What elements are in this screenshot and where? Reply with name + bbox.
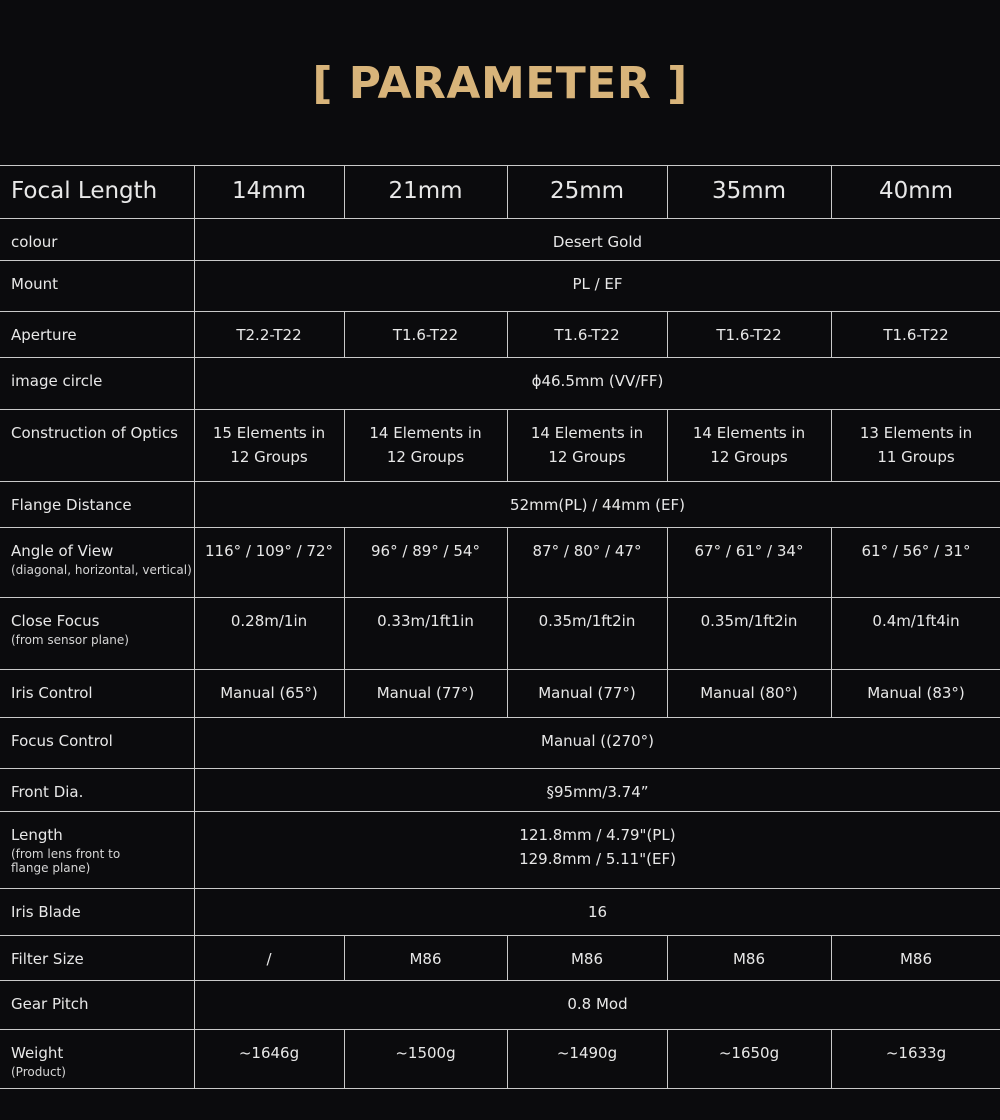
optics-40mm xyxy=(831,410,1000,482)
weight-25mm: ~1490g xyxy=(507,1030,667,1089)
aperture-25mm: T1.6-T22 xyxy=(507,312,667,358)
weight-14mm: ~1646g xyxy=(194,1030,344,1089)
optics-14mm-elements: 15 Elements in xyxy=(212,424,326,442)
focal-14mm: 14mm xyxy=(194,166,344,219)
angle-35mm: 67° / 61° / 34° xyxy=(667,528,831,598)
table-row-close-focus xyxy=(0,598,1000,670)
row-label-flange-distance: Flange Distance xyxy=(0,482,194,528)
focus-control-value: Manual ((270°) xyxy=(194,718,1000,769)
row-label-gear-pitch: Gear Pitch xyxy=(0,981,194,1030)
aperture-35mm: T1.6-T22 xyxy=(667,312,831,358)
table-row-flange-distance xyxy=(0,482,1000,528)
focal-35mm: 35mm xyxy=(667,166,831,219)
row-label-colour: colour xyxy=(0,219,194,261)
row-label-focus-control: Focus Control xyxy=(0,718,194,769)
row-label-filter-size: Filter Size xyxy=(0,936,194,981)
gear-pitch-value: 0.8 Mod xyxy=(194,981,1000,1030)
row-label-front-dia: Front Dia. xyxy=(0,769,194,812)
iris-control-40mm: Manual (83°) xyxy=(831,670,1000,718)
iris-control-35mm: Manual (80°) xyxy=(667,670,831,718)
length-label: Length xyxy=(11,826,63,844)
page-title: [ PARAMETER ] xyxy=(312,58,688,109)
row-label-close-focus xyxy=(0,598,194,670)
angle-of-view-label: Angle of View xyxy=(11,542,114,560)
length-value xyxy=(194,812,1000,889)
weight-21mm: ~1500g xyxy=(344,1030,507,1089)
focal-40mm: 40mm xyxy=(831,166,1000,219)
optics-14mm-groups: 12 Groups xyxy=(230,448,308,466)
optics-40mm-elements: 13 Elements in xyxy=(859,424,973,442)
close-focus-40mm: 0.4m/1ft4in xyxy=(831,598,1000,670)
optics-35mm-groups: 12 Groups xyxy=(710,448,788,466)
aperture-14mm: T2.2-T22 xyxy=(194,312,344,358)
close-focus-35mm: 0.35m/1ft2in xyxy=(667,598,831,670)
row-label-angle-of-view xyxy=(0,528,194,598)
image-circle-value: ϕ46.5mm (VV/FF) xyxy=(194,358,1000,410)
optics-35mm-elements: 14 Elements in xyxy=(692,424,806,442)
angle-25mm: 87° / 80° / 47° xyxy=(507,528,667,598)
focal-21mm: 21mm xyxy=(344,166,507,219)
filter-size-25mm: M86 xyxy=(507,936,667,981)
row-label-iris-blade: Iris Blade xyxy=(0,889,194,936)
optics-25mm xyxy=(507,410,667,482)
length-sublabel-2: flange plane) xyxy=(11,861,91,875)
optics-14mm xyxy=(194,410,344,482)
optics-25mm-groups: 12 Groups xyxy=(548,448,626,466)
parameter-table xyxy=(0,165,1000,1089)
optics-40mm-groups: 11 Groups xyxy=(877,448,955,466)
table-row-focus-control xyxy=(0,718,1000,769)
row-label-iris-control: Iris Control xyxy=(0,670,194,718)
weight-40mm: ~1633g xyxy=(831,1030,1000,1089)
aperture-21mm: T1.6-T22 xyxy=(344,312,507,358)
mount-value: PL / EF xyxy=(194,261,1000,312)
iris-control-25mm: Manual (77°) xyxy=(507,670,667,718)
angle-14mm: 116° / 109° / 72° xyxy=(194,528,344,598)
weight-35mm: ~1650g xyxy=(667,1030,831,1089)
table-row-filter-size xyxy=(0,936,1000,981)
filter-size-14mm: / xyxy=(194,936,344,981)
filter-size-21mm: M86 xyxy=(344,936,507,981)
table-row-aperture xyxy=(0,312,1000,358)
row-label-weight xyxy=(0,1030,194,1089)
table-row-focal-length xyxy=(0,166,1000,219)
weight-label: Weight xyxy=(11,1044,64,1062)
length-value-ef: 129.8mm / 5.11"(EF) xyxy=(519,850,676,868)
optics-35mm xyxy=(667,410,831,482)
table-row-iris-control xyxy=(0,670,1000,718)
filter-size-40mm: M86 xyxy=(831,936,1000,981)
table-row-front-dia xyxy=(0,769,1000,812)
angle-of-view-sublabel: (diagonal, horizontal, vertical) xyxy=(11,563,192,577)
iris-blade-value: 16 xyxy=(194,889,1000,936)
optics-21mm-groups: 12 Groups xyxy=(386,448,465,466)
table-row-optics xyxy=(0,410,1000,482)
aperture-40mm: T1.6-T22 xyxy=(831,312,1000,358)
close-focus-label: Close Focus xyxy=(11,612,100,630)
close-focus-sublabel: (from sensor plane) xyxy=(11,633,129,647)
optics-21mm-elements: 14 Elements in xyxy=(369,424,482,442)
length-sublabel-1: (from lens front to xyxy=(11,847,121,861)
close-focus-14mm: 0.28m/1in xyxy=(194,598,344,670)
weight-sublabel: (Product) xyxy=(11,1065,66,1079)
focal-25mm: 25mm xyxy=(507,166,667,219)
close-focus-21mm: 0.33m/1ft1in xyxy=(344,598,507,670)
close-focus-25mm: 0.35m/1ft2in xyxy=(507,598,667,670)
iris-control-14mm: Manual (65°) xyxy=(194,670,344,718)
table-row-colour xyxy=(0,219,1000,261)
row-label-focal-length: Focal Length xyxy=(0,166,194,219)
angle-21mm: 96° / 89° / 54° xyxy=(344,528,507,598)
length-value-pl: 121.8mm / 4.79"(PL) xyxy=(519,826,676,844)
row-label-length xyxy=(0,812,194,889)
table-row-gear-pitch xyxy=(0,981,1000,1030)
angle-40mm: 61° / 56° / 31° xyxy=(831,528,1000,598)
optics-21mm xyxy=(344,410,507,482)
table-row-angle-of-view xyxy=(0,528,1000,598)
table-row-mount xyxy=(0,261,1000,312)
table-row-image-circle xyxy=(0,358,1000,410)
table-row-iris-blade xyxy=(0,889,1000,936)
iris-control-21mm: Manual (77°) xyxy=(344,670,507,718)
optics-25mm-elements: 14 Elements in xyxy=(530,424,644,442)
table-row-weight xyxy=(0,1030,1000,1089)
filter-size-35mm: M86 xyxy=(667,936,831,981)
row-label-optics: Construction of Optics xyxy=(0,410,194,482)
row-label-mount: Mount xyxy=(0,261,194,312)
colour-value: Desert Gold xyxy=(194,219,1000,261)
front-dia-value: §95mm/3.74” xyxy=(194,769,1000,812)
row-label-aperture: Aperture xyxy=(0,312,194,358)
flange-distance-value: 52mm(PL) / 44mm (EF) xyxy=(194,482,1000,528)
table-row-length xyxy=(0,812,1000,889)
row-label-image-circle: image circle xyxy=(0,358,194,410)
